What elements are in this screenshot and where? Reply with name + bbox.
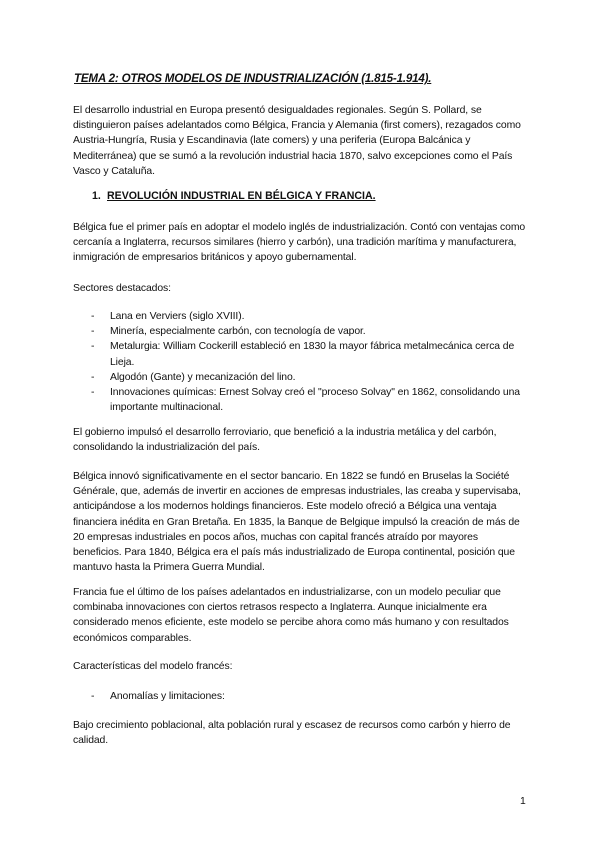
- list-item: - Minería, especialmente carbón, con tecnología de vapor.: [91, 324, 531, 339]
- francia-paragraph: Francia fue el último de los países adelantados en industrializarse, con un modelo peculiar que combinaba innovaciones con ciertos retrasos respecto a Inglaterra. Aunque inicialmente era considerado menos eficiente, este modelo se percibe ahora como más humano y con resultados económicos comparables.: [73, 587, 509, 644]
- crecimiento-paragraph: Bajo crecimiento poblacional, alta población rural y escasez de recursos como carbón y hierro de calidad.: [73, 720, 511, 747]
- page-title: TEMA 2: OTROS MODELOS DE INDUSTRIALIZACIÓN (1.815-1.914).: [74, 72, 432, 85]
- belgica-intro-paragraph: Bélgica fue el primer país en adoptar el modelo inglés de industrialización. Contó con ventajas como cercanía a Inglaterra, recursos similares (hierro y carbón), una tradición marítima y manufacturera, inmigración de empresarios británicos y apoyo gubernamental.: [73, 222, 526, 264]
- section-number: 1.: [92, 190, 101, 202]
- bancario-paragraph: Bélgica innovó significativamente en el sector bancario. En 1822 se fundó en Bruselas la Société Générale, que, además de invertir en acciones de empresas industriales, las creaba y supervisaba, anticipándose a los modernos holdings financieros. Este modelo ofreció a Bélgica una ventaja financiera inédita en Gran Bretaña. En 1835, la Banque de Belgique impulsó la creación de más de 20 empresas industriales en pocos años, muchas con capital francés atraído por mayores beneficios. Para 1840, Bélgica era el país más industrializado de Europa continental, posición que mantuvo hasta la Primera Guerra Mundial.: [73, 471, 521, 574]
- list-item: - Metalurgia: William Cockerill estableció en 1830 la mayor fábrica metalmecánica cerca de Lieja.: [91, 341, 515, 368]
- gobierno-paragraph: El gobierno impulsó el desarrollo ferroviario, que benefició a la industria metálica y del carbón, consolidando la industrialización del país.: [73, 427, 497, 454]
- list-dash: -: [91, 691, 95, 702]
- page-number: 1: [520, 796, 526, 807]
- list-item: - Lana en Verviers (siglo XVIII).: [91, 309, 531, 324]
- list-dash: -: [91, 326, 95, 338]
- sectores-list: [91, 309, 531, 415]
- list-item: - Algodón (Gante) y mecanización del lino.: [91, 370, 531, 385]
- list-dash: -: [91, 341, 95, 353]
- list-item: - Anomalías y limitaciones:: [91, 689, 531, 704]
- list-dash: -: [91, 387, 95, 399]
- intro-paragraph: El desarrollo industrial en Europa presentó desigualdades regionales. Según S. Pollard, se distinguieron países adelantados como Bélgica, Francia y Alemania (first comers), rezagados como Austria-Hungría, Rusia y Escandinavia (late comers) y una periferia (Europa Balcánica y Mediterránea) que se sumó a la revolución industrial hacia 1870, salvo excepciones como el País Vasco y Cataluña.: [73, 105, 521, 177]
- sectores-label: Sectores destacados:: [73, 283, 171, 294]
- list-dash: -: [91, 371, 95, 383]
- list-dash: -: [91, 311, 95, 322]
- caracteristicas-list: [91, 689, 531, 704]
- section-heading: [92, 190, 376, 202]
- caracteristicas-label: Características del modelo francés:: [73, 661, 233, 672]
- section-heading-text: REVOLUCIÓN INDUSTRIAL EN BÉLGICA Y FRANCIA.: [107, 190, 376, 202]
- list-item: - Innovaciones químicas: Ernest Solvay creó el "proceso Solvay" en 1862, consolidando una importante multinacional.: [91, 387, 520, 414]
